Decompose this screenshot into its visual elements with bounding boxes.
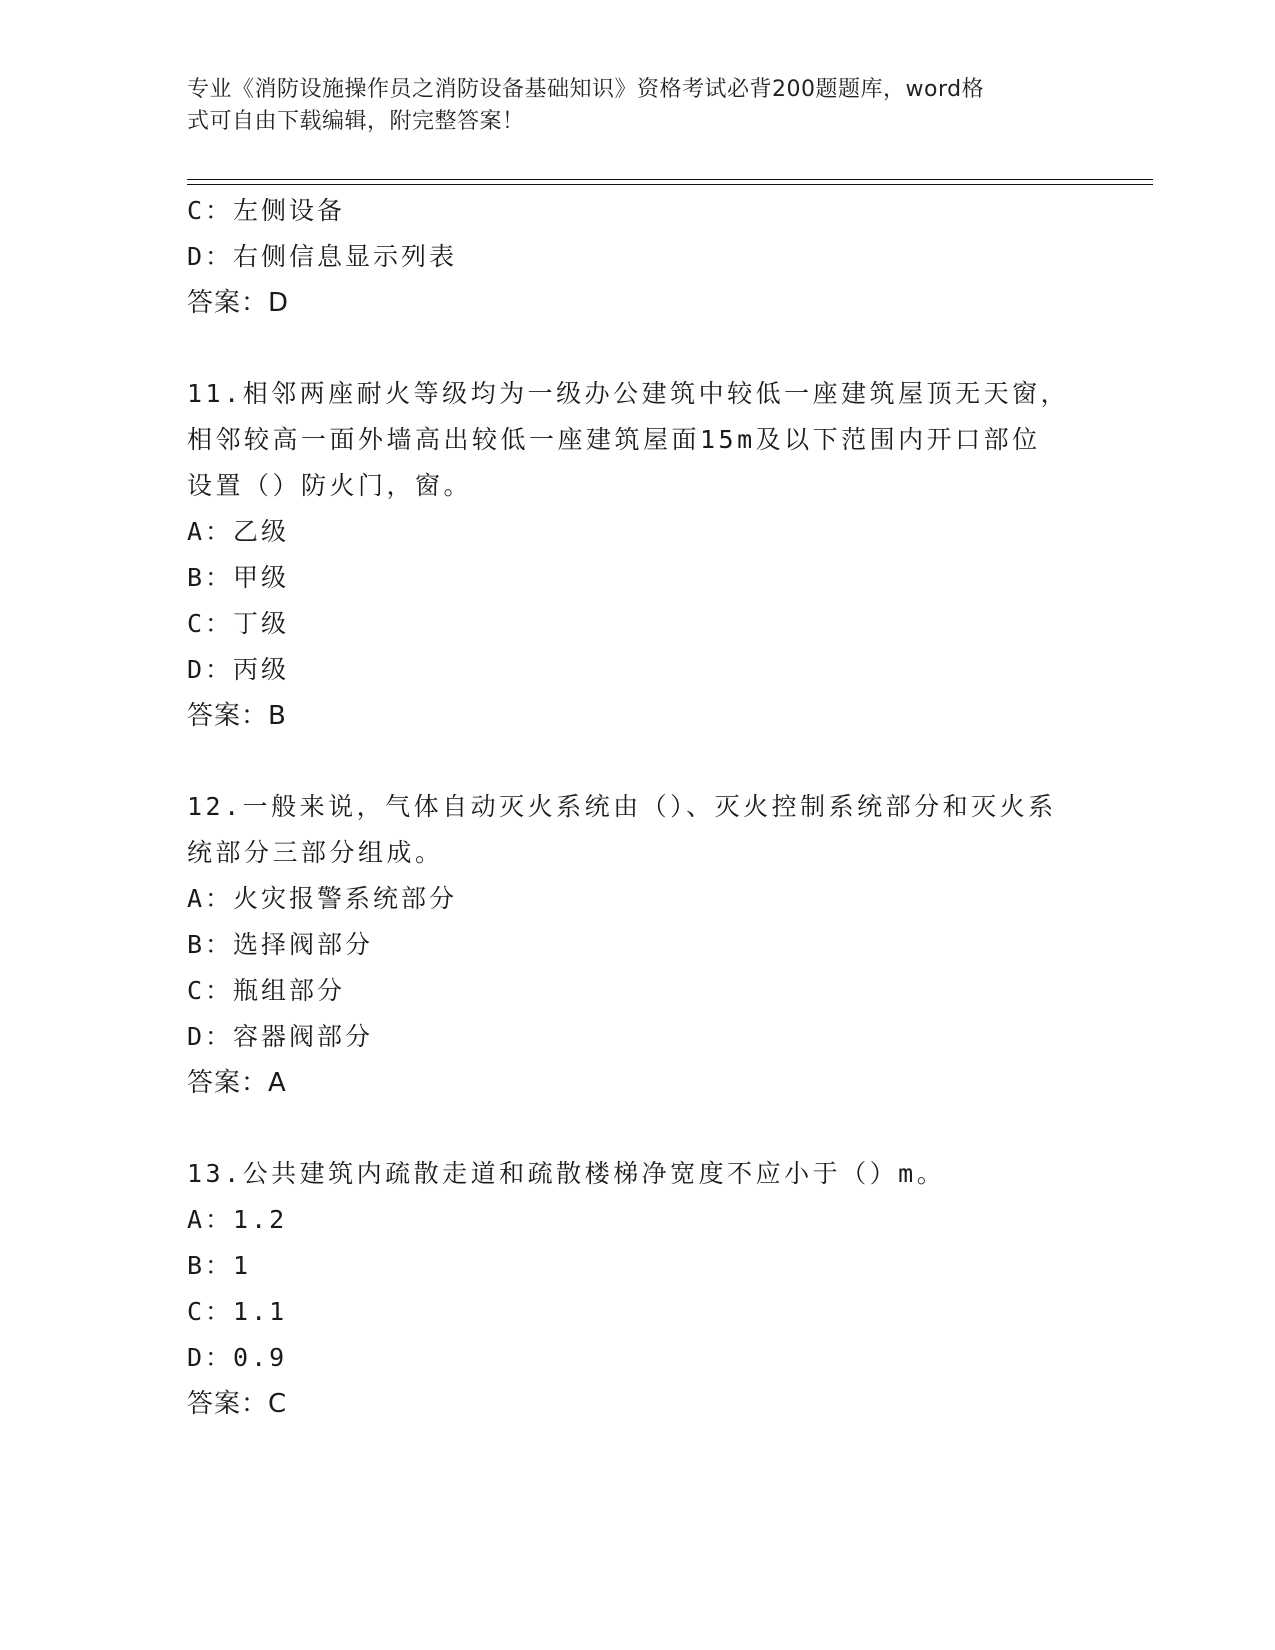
option-c: C：瓶组部分 [187,976,346,1005]
answer-line: 答案：B [187,701,287,731]
option-c: C：丁级 [187,609,290,638]
document-header [187,74,1067,138]
question-block-previous [187,188,1087,326]
question-block-13 [187,1151,1087,1427]
answer-line: 答案：A [187,1068,287,1098]
question-stem [187,784,1087,876]
header-divider-bottom [187,184,1153,185]
question-stem [187,1151,1087,1197]
option-c: C：1.1 [187,1297,288,1326]
option-d: D：容器阀部分 [187,1022,374,1051]
option-a: A：火灾报警系统部分 [187,884,458,913]
question-stem-line: 相邻较高一面外墙高出较低一座建筑屋面15m及以下范围内开口部位 [187,425,1041,454]
option-d: D：右侧信息显示列表 [187,242,458,271]
header-line-2: 式可自由下载编辑，附完整答案！ [187,109,525,134]
answer-line: 答案：C [187,1389,288,1419]
option-a: A：1.2 [187,1205,288,1234]
option-c: C：左侧设备 [187,196,346,225]
question-stem-line: 13.公共建筑内疏散走道和疏散楼梯净宽度不应小于（）m。 [187,1159,946,1188]
question-stem-line: 12.一般来说，气体自动灭火系统由（）、灭火控制系统部分和灭火系 [187,792,1057,821]
header-divider-top [187,179,1153,180]
option-d: D：丙级 [187,655,290,684]
answer-line: 答案：D [187,288,290,318]
question-stem-line: 11.相邻两座耐火等级均为一级办公建筑中较低一座建筑屋顶无天窗， [187,379,1070,408]
question-list [187,188,1087,1427]
header-line-1: 专业《消防设施操作员之消防设备基础知识》资格考试必背200题题库，word格 [187,77,985,102]
question-stem [187,371,1087,509]
option-a: A：乙级 [187,517,290,546]
option-b: B：1 [187,1251,252,1280]
option-d: D：0.9 [187,1343,288,1372]
question-block-11 [187,371,1087,739]
option-b: B：选择阀部分 [187,930,374,959]
question-stem-line: 统部分三部分组成。 [187,838,444,867]
option-b: B：甲级 [187,563,290,592]
question-block-12 [187,784,1087,1106]
question-stem-line: 设置（）防火门，窗。 [187,471,473,500]
